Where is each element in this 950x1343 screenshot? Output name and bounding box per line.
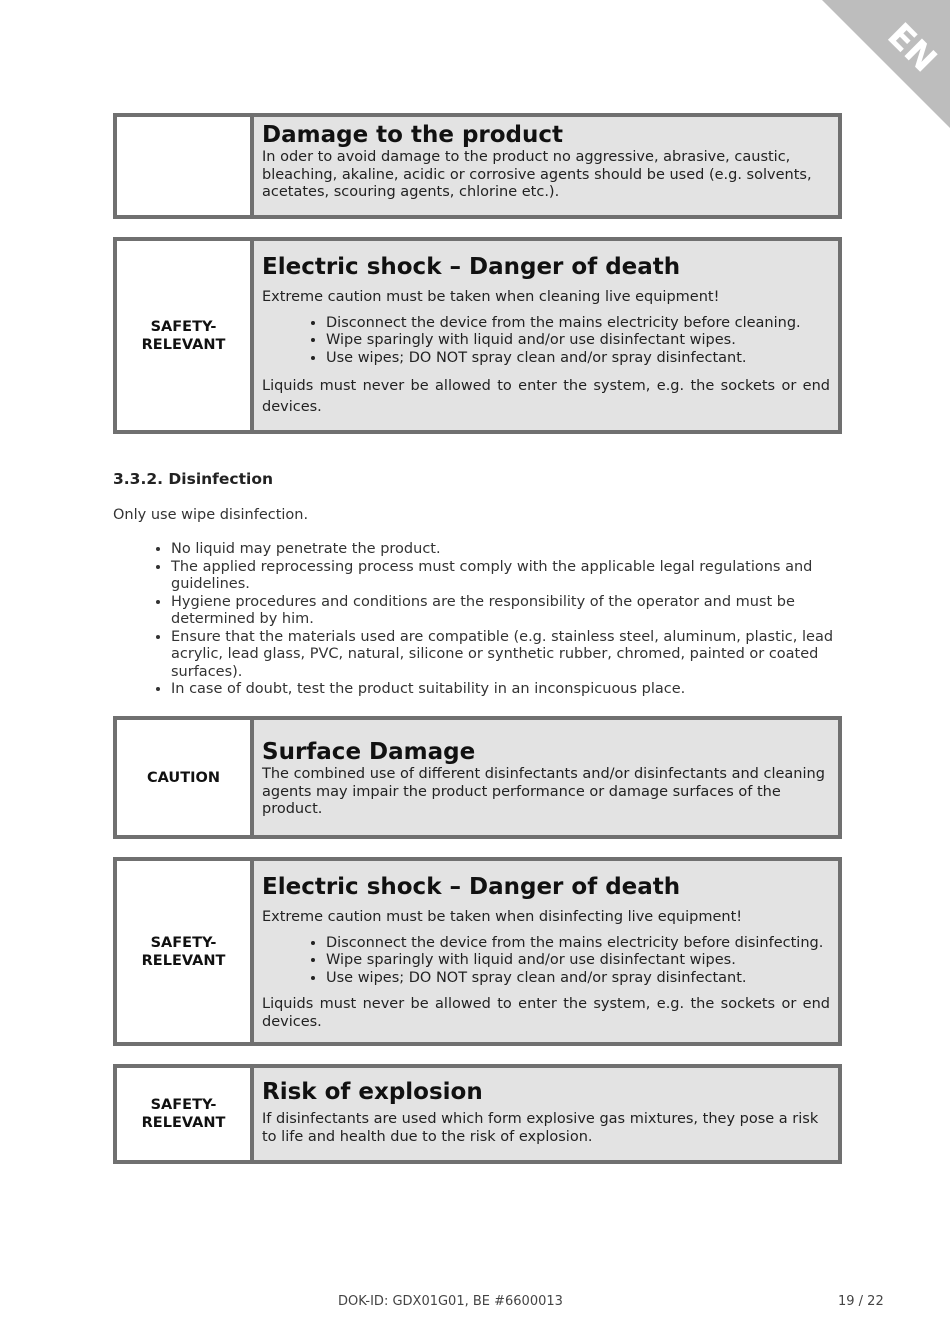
- notice-text: If disinfectants are used which form explosive gas mixtures, they pose a risk to life and health due to the risk of explosion.: [262, 1111, 819, 1145]
- notice-title: Damage to the product: [262, 122, 564, 148]
- notice-electric-shock-disinfecting: [113, 857, 842, 1046]
- notice-label: CAUTION: [117, 720, 254, 835]
- notice-body: [254, 1068, 838, 1160]
- list-item: • Ensure that the materials used are compatible (e.g. stainless steel, aluminum, plastic, lead acrylic, lead glass, PVC, natural, silicone or synthetic rubber, chromed, painted or coated surfaces).: [171, 629, 871, 682]
- notice-label: [117, 1068, 254, 1160]
- label-line-2: RELEVANT: [141, 336, 226, 353]
- section-intro: Only use wipe disinfection.: [113, 507, 309, 523]
- footer-doc-id: DOK-ID: GDX01G01, BE #6600013: [338, 1294, 563, 1309]
- label-line-1: SAFETY-: [150, 934, 217, 951]
- notice-outro: Liquids must never be allowed to enter the system, e.g. the sockets or end devices.: [262, 378, 830, 415]
- label-line-2: RELEVANT: [141, 952, 226, 969]
- list-item: • Use wipes; DO NOT spray clean and/or spray disinfectant.: [326, 970, 830, 988]
- notice-body: [254, 241, 838, 430]
- notice-list: [262, 315, 830, 368]
- list-item: • Disconnect the device from the mains electricity before disinfecting.: [326, 935, 830, 953]
- notice-body: [254, 117, 838, 215]
- footer-page-number: 19 / 22: [838, 1294, 884, 1309]
- notice-text: The combined use of different disinfectants and/or disinfectants and cleaning agents may impair the product performance or damage surfaces of the product.: [262, 766, 825, 817]
- label-line-1: SAFETY-: [150, 1097, 217, 1113]
- list-item: • No liquid may penetrate the product.: [171, 541, 871, 559]
- notice-electric-shock-cleaning: [113, 237, 842, 434]
- notice-risk-of-explosion: [113, 1064, 842, 1164]
- list-item: • In case of doubt, test the product suitability in an inconspicuous place.: [171, 681, 871, 699]
- notice-intro: Extreme caution must be taken when disinfecting live equipment!: [262, 909, 743, 925]
- list-item: • Wipe sparingly with liquid and/or use disinfectant wipes.: [326, 332, 830, 350]
- notice-label: [117, 241, 254, 430]
- section-bullet-list: [113, 541, 871, 699]
- notice-body: [254, 720, 838, 835]
- section-heading: 3.3.2. Disinfection: [113, 470, 274, 488]
- list-item: • Wipe sparingly with liquid and/or use disinfectant wipes.: [326, 952, 830, 970]
- list-item: • The applied reprocessing process must comply with the applicable legal regulations and guidelines.: [171, 559, 871, 594]
- notice-label-empty: [117, 117, 254, 215]
- label-line-2: RELEVANT: [141, 1115, 226, 1131]
- notice-title: Electric shock – Danger of death: [262, 254, 681, 280]
- notice-title: Risk of explosion: [262, 1079, 483, 1105]
- label-line-1: SAFETY-: [150, 318, 217, 335]
- notice-label: [117, 861, 254, 1042]
- notice-surface-damage: [113, 716, 842, 839]
- notice-title: Surface Damage: [262, 739, 476, 765]
- list-item: • Use wipes; DO NOT spray clean and/or spray disinfectant.: [326, 350, 830, 368]
- notice-title: Electric shock – Danger of death: [262, 874, 681, 900]
- notice-body: [254, 861, 838, 1042]
- notice-text: In oder to avoid damage to the product no aggressive, abrasive, caustic, bleaching, akaline, acidic or corrosive agents should be used (e.g. solvents, acetates, scouring agents, chlorine etc.).: [262, 149, 812, 200]
- notice-list: [262, 935, 830, 988]
- notice-outro: Liquids must never be allowed to enter the system, e.g. the sockets or end devices.: [262, 996, 830, 1030]
- list-item: • Hygiene procedures and conditions are the responsibility of the operator and must be determined by him.: [171, 594, 871, 629]
- notice-damage-to-product: [113, 113, 842, 219]
- language-label: EN: [879, 15, 945, 81]
- notice-intro: Extreme caution must be taken when cleaning live equipment!: [262, 289, 720, 305]
- list-item: • Disconnect the device from the mains electricity before cleaning.: [326, 315, 830, 333]
